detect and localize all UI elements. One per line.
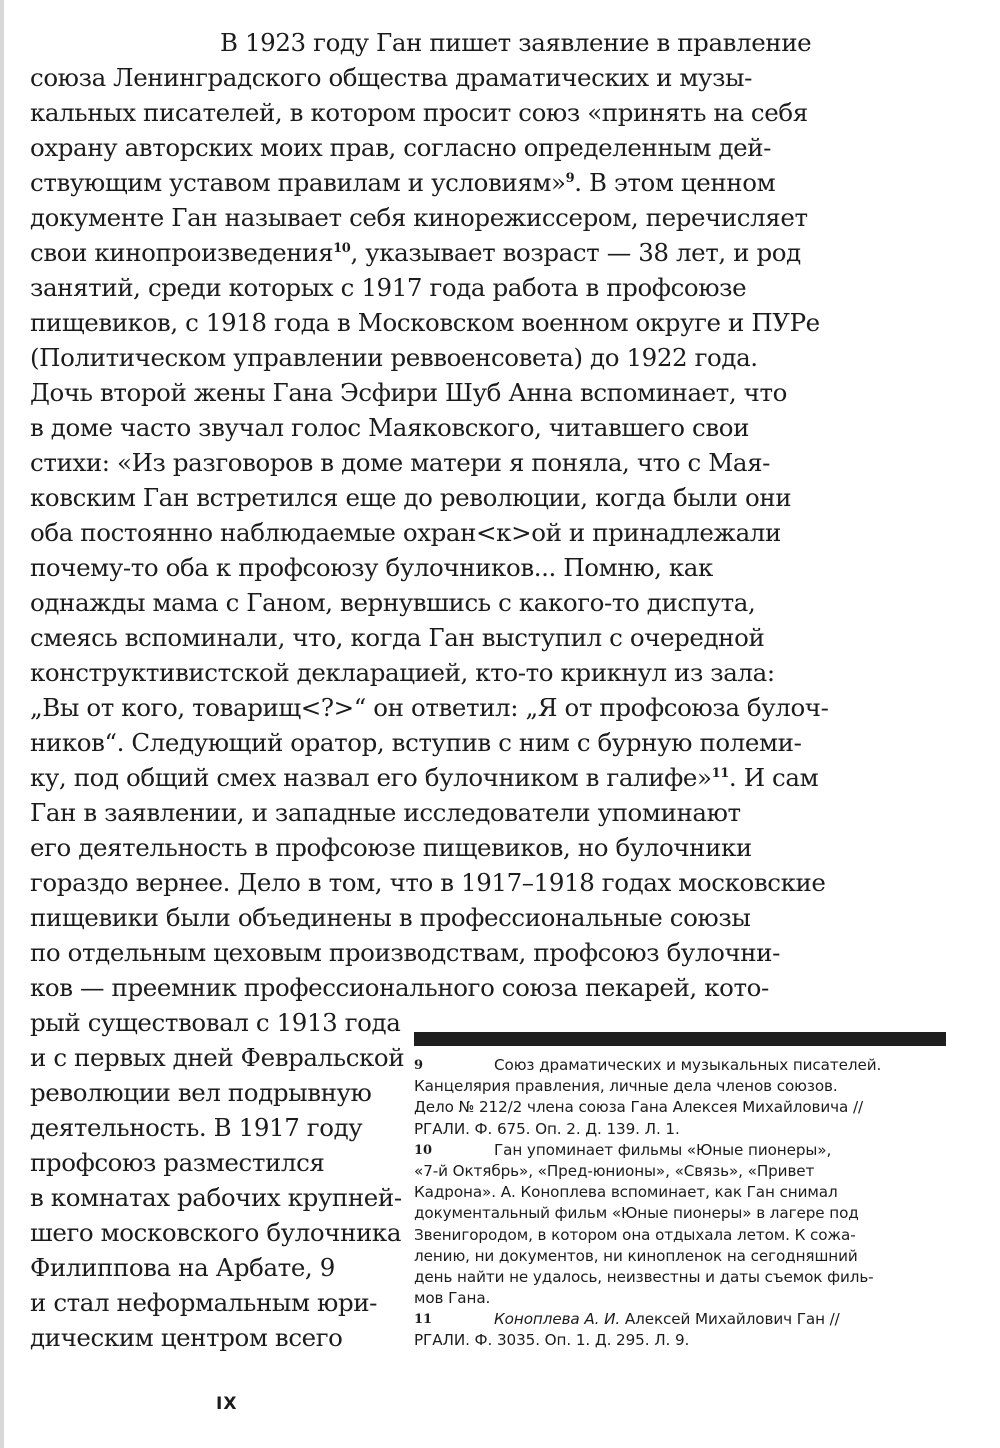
body-line: в комнатах рабочих крупней- xyxy=(30,1183,402,1212)
footnote-author: Коноплева А. И. xyxy=(494,1310,621,1329)
body-line: почему-то оба к профсоюзу булочников... Помню, как xyxy=(30,553,713,582)
body-line: ковским Ган встретился еще до революции, когда были они xyxy=(30,483,792,512)
body-line: дическим центром всего xyxy=(30,1323,343,1352)
body-line: кальных писателей, в котором просит союз «принять на себя xyxy=(30,98,808,127)
footnote-line xyxy=(414,1309,954,1330)
footnote-ref-11[interactable]: 11 xyxy=(711,766,729,781)
body-text-run: . И сам xyxy=(728,763,819,792)
footnote-text: Алексей Михайлович Ган // xyxy=(624,1310,840,1329)
footnote-line xyxy=(414,1055,954,1076)
footnote-line: Кадрона». А. Коноплева вспоминает, как Ган снимал xyxy=(414,1183,838,1202)
footnote-line: Дело № 212/2 члена союза Гана Алексея Михайловича // xyxy=(414,1098,863,1117)
body-line: ников“. Следующий оратор, вступив с ним с бурную полеми- xyxy=(30,728,802,757)
body-line: по отдельным цеховым производствам, профсоюз булочни- xyxy=(30,938,780,967)
footnote-number: 10 xyxy=(414,1142,432,1158)
body-line: (Политическом управлении реввоенсовета) до 1922 года. xyxy=(30,343,758,372)
footnote-ref-9[interactable]: 9 xyxy=(565,171,575,186)
body-line xyxy=(30,165,828,200)
body-line: союза Ленинградского общества драматических и музы- xyxy=(30,63,753,92)
body-text-run: ку, под общий смех назвал его булочником в галифе» xyxy=(30,763,712,792)
footnote-text: Ган упоминает фильмы «Юные пионеры», xyxy=(494,1140,832,1159)
body-line: рый существовал с 1913 года xyxy=(30,1008,401,1037)
footnote-ref-10[interactable]: 10 xyxy=(333,241,351,256)
footnote-line: мов Гана. xyxy=(414,1289,491,1308)
body-line: деятельность. В 1917 году xyxy=(30,1113,363,1142)
body-line: и с первых дней Февральской xyxy=(30,1043,405,1072)
body-line: стихи: «Из разговоров в доме матери я поняла, что с Мая- xyxy=(30,448,771,477)
body-line: Дочь второй жены Гана Эсфири Шуб Анна вспоминает, что xyxy=(30,378,787,407)
footnote-number: 9 xyxy=(414,1058,423,1073)
body-line xyxy=(30,235,828,270)
page-number: IX xyxy=(216,1394,238,1414)
body-text-run: ствующим уставом правилам и условиям» xyxy=(30,168,566,197)
footnotes xyxy=(414,1055,954,1352)
body-line: в доме часто звучал голос Маяковского, читавшего свои xyxy=(30,413,749,442)
body-line: его деятельность в профсоюзе пищевиков, но булочники xyxy=(30,833,752,862)
footnote-line: «7-й Октябрь», «Пред-юнионы», «Связь», «Привет xyxy=(414,1161,815,1180)
body-line: „Вы от кого, товарищ<?>“ он ответил: „Я от профсоюза булоч- xyxy=(30,693,829,722)
body-line: однажды мама с Ганом, вернувшись с какого-то диспута, xyxy=(30,588,756,617)
body-line: В 1923 году Ган пишет заявление в правление xyxy=(220,28,812,57)
body-line: оба постоянно наблюдаемые охран<к>ой и принадлежали xyxy=(30,518,781,547)
body-line: шего московского булочника xyxy=(30,1218,402,1247)
footnote-separator-bar xyxy=(414,1032,946,1046)
body-line: занятий, среди которых с 1917 года работа в профсоюзе xyxy=(30,273,747,302)
body-text-run: свои кинопроизведения xyxy=(30,238,334,267)
footnote-line: Звенигородом, в котором она отдыхала летом. К сожа- xyxy=(414,1225,856,1244)
body-line: революции вел подрывную xyxy=(30,1078,372,1107)
body-line: пищевики были объединены в профессиональные союзы xyxy=(30,903,751,932)
body-line: конструктивистской декларацией, кто-то крикнул из зала: xyxy=(30,658,775,687)
footnote-line: РГАЛИ. Ф. 3035. Оп. 1. Д. 295. Л. 9. xyxy=(414,1331,690,1350)
body-line: документе Ган называет себя кинорежиссером, перечисляет xyxy=(30,203,808,232)
footnote-text: Союз драматических и музыкальных писателей. xyxy=(494,1056,882,1074)
body-line xyxy=(30,760,828,795)
body-text-run: . В этом ценном xyxy=(574,168,776,197)
body-text-run: , указывает возраст — 38 лет, и род xyxy=(350,238,801,267)
body-line: охрану авторских моих прав, согласно определенным дей- xyxy=(30,133,772,162)
footnote-line: РГАЛИ. Ф. 675. Оп. 2. Д. 139. Л. 1. xyxy=(414,1119,680,1138)
body-line: гораздо вернее. Дело в том, что в 1917–1918 годах московские xyxy=(30,868,826,897)
body-line: смеясь вспоминали, что, когда Ган выступил с очередной xyxy=(30,623,765,652)
footnote-line: Канцелярия правления, личные дела членов союзов. xyxy=(414,1077,838,1096)
body-line: Филиппова на Арбате, 9 xyxy=(30,1253,335,1282)
body-line: и стал неформальным юри- xyxy=(30,1288,378,1317)
body-line: профсоюз разместился xyxy=(30,1148,325,1177)
footnote-line: лению, ни документов, ни кинопленок на сегодняшний xyxy=(414,1246,858,1265)
footnote-line xyxy=(414,1140,954,1161)
body-line: Ган в заявлении, и западные исследователи упоминают xyxy=(30,798,741,827)
scan-edge xyxy=(0,0,4,1448)
footnote-line: документальный фильм «Юные пионеры» в лагере под xyxy=(414,1204,859,1223)
footnote-number: 11 xyxy=(414,1312,432,1328)
body-line: ков — преемник профессионального союза пекарей, кото- xyxy=(30,973,769,1002)
footnote-line: день найти не удалось, неизвестны и даты съемок филь- xyxy=(414,1267,874,1286)
body-line: пищевиков, с 1918 года в Московском военном округе и ПУРе xyxy=(30,308,820,337)
